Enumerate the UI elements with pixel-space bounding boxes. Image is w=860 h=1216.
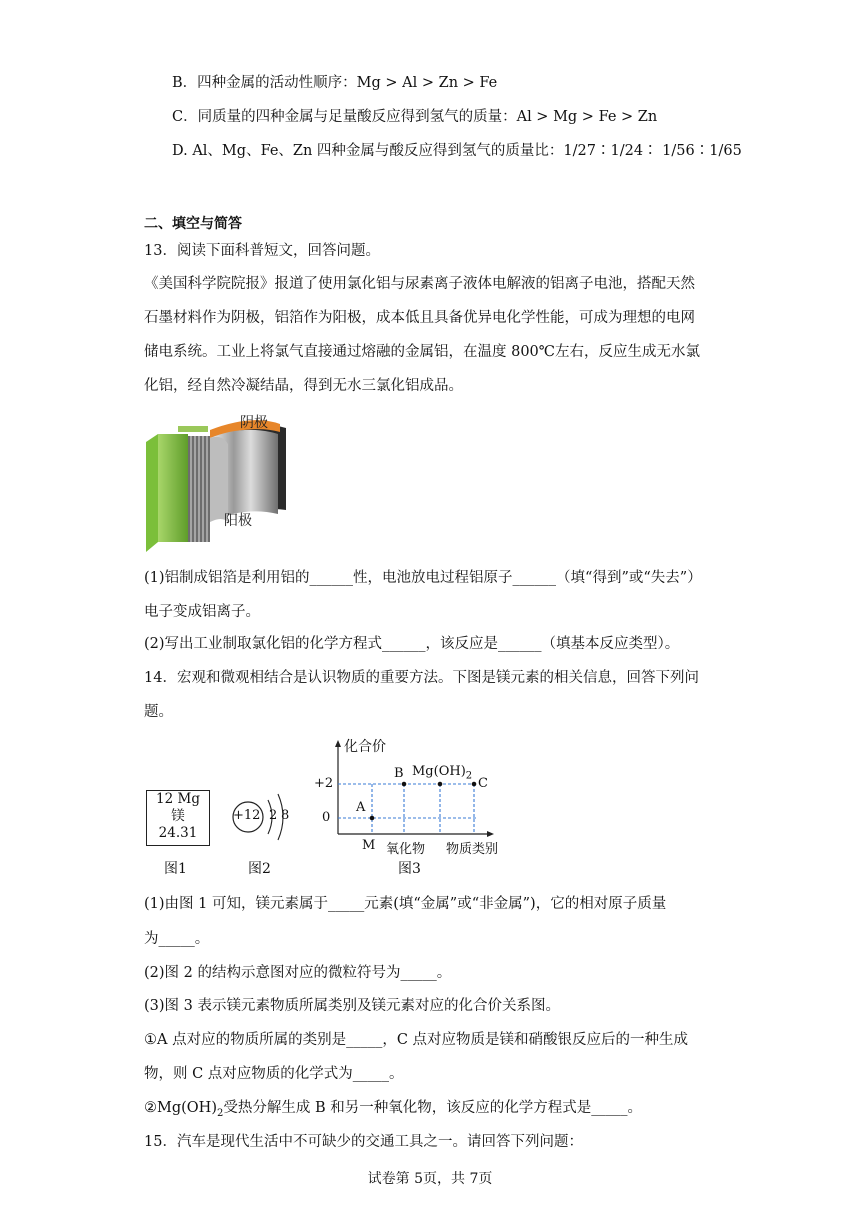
fig3-xlabel: 物质类别 [446,842,499,857]
q14-sub3-1-line-1: ①A 点对应的物质所属的类别是_____，C 点对应物质是镁和硝酸银反应后的一种生成 [144,1032,689,1048]
fig2-atom-structure [228,786,298,848]
battery-illustration [144,410,304,552]
fig3-label-c: C [478,776,488,791]
point-a [370,816,375,821]
option-d: D. Al、Mg、Fe、Zn 四种金属与酸反应得到氢气的质量比：1/27∶1/24∶ 1/56∶1/65 [172,143,742,159]
q14-stem-line-1: 14．宏观和微观相结合是认识物质的重要方法。下图是镁元素的相关信息，回答下列问 [144,670,699,686]
q15-stem: 15．汽车是现代生活中不可缺少的交通工具之一。请回答下列问题： [144,1134,583,1150]
battery-figure [144,410,304,552]
fig2-shell-2-count: 8 [281,808,290,823]
x-axis-arrow [487,831,494,837]
fig3-xtick-m: M [362,838,376,853]
q14-sub3-2: $②Mg(OH)_2$受热分解生成 B 和另一种氧化物，该反应的化学方程式是_____。 [144,1100,642,1119]
q14-sub1-line-2: 为_____。 [144,931,210,947]
q14-sub2: (2)图 2 的结构示意图对应的微粒符号为_____。 [144,965,452,981]
q13-passage-line-4: 化铝，经自然冷凝结晶，得到无水三氯化铝成品。 [144,378,463,394]
fig1-number-symbol: 12 Mg [156,791,200,807]
green-block-front [158,434,188,542]
fig3-ytick-plus2: +2 [314,776,334,791]
q14-sub3-1-line-2: 物，则 C 点对应物质的化学式为_____。 [144,1066,404,1082]
fig3-label-b: B [394,766,404,781]
y-axis-arrow [335,740,341,747]
fig3-caption: 图3 [398,861,421,877]
fig3-valence-chart [308,738,508,858]
fig1-element-card [146,790,210,846]
fig3-xtick-oxide: 氧化物 [386,842,426,857]
q13-passage-line-1: 《美国科学院院报》报道了使用氯化铝与尿素离子液体电解液的铝离子电池，搭配天然 [144,276,695,292]
q13-sub2: (2)写出工业制取氯化铝的化学方程式______，该反应是______（填基本反应类型）。 [144,636,680,652]
section-title: 二、填空与简答 [144,216,242,232]
option-c: C．同质量的四种金属与足量酸反应得到氢气的质量：Al > Mg > Fe > Zn [172,109,658,125]
q13-sub1-line-2: 电子变成铝离子。 [144,604,260,620]
separator-layers [188,436,210,542]
point-b [402,782,407,787]
point-mgoh2 [438,782,443,787]
fig2-nucleus-charge: +12 [233,808,261,823]
fig2-shell-1-count: 2 [269,808,278,823]
fig3-label-a: A [356,800,366,815]
q13-sub1-line-1: (1)铝制成铝箔是利用铝的______性，电池放电过程铝原子______（填“得到”或“失去”） [144,570,702,586]
top-tab [178,426,208,432]
q14-sub1-line-1: (1)由图 1 可知，镁元素属于_____元素(填“金属”或“非金属”)，它的相对原子质量 [144,896,667,912]
point-c [472,782,477,787]
fig2-caption: 图2 [248,861,271,877]
fig1-element-name: 镁 [171,808,185,824]
q13-passage-line-2: 石墨材料作为阴极，铝箔作为阳极，成本低且具备优异电化学性能，可成为理想的电网 [144,310,695,326]
q13-stem: 13．阅读下面科普短文，回答问题。 [144,243,380,259]
fig1-caption: 图1 [164,861,187,877]
cathode-label: 阴极 [240,415,268,431]
green-block-side [146,434,158,552]
q14-stem-line-2: 题。 [144,704,173,720]
fig3-ytick-0: 0 [322,810,331,825]
fig3-label-mgoh2: $Mg(OH)_2$ [412,764,473,782]
anode-label: 阳极 [224,513,252,529]
q13-passage-line-3: 储电系统。工业上将氯气直接通过熔融的金属铝，在温度 800℃左右，反应生成无水氯 [144,344,701,360]
fig1-atomic-mass: 24.31 [158,825,198,841]
q14-sub3: (3)图 3 表示镁元素物质所属类别及镁元素对应的化合价关系图。 [144,998,560,1014]
page-footer: 试卷第 5页，共 7页 [367,1171,493,1187]
fig3-ylabel: 化合价 [344,739,386,755]
option-b: B．四种金属的活动性顺序：Mg > Al > Zn > Fe [172,75,498,91]
